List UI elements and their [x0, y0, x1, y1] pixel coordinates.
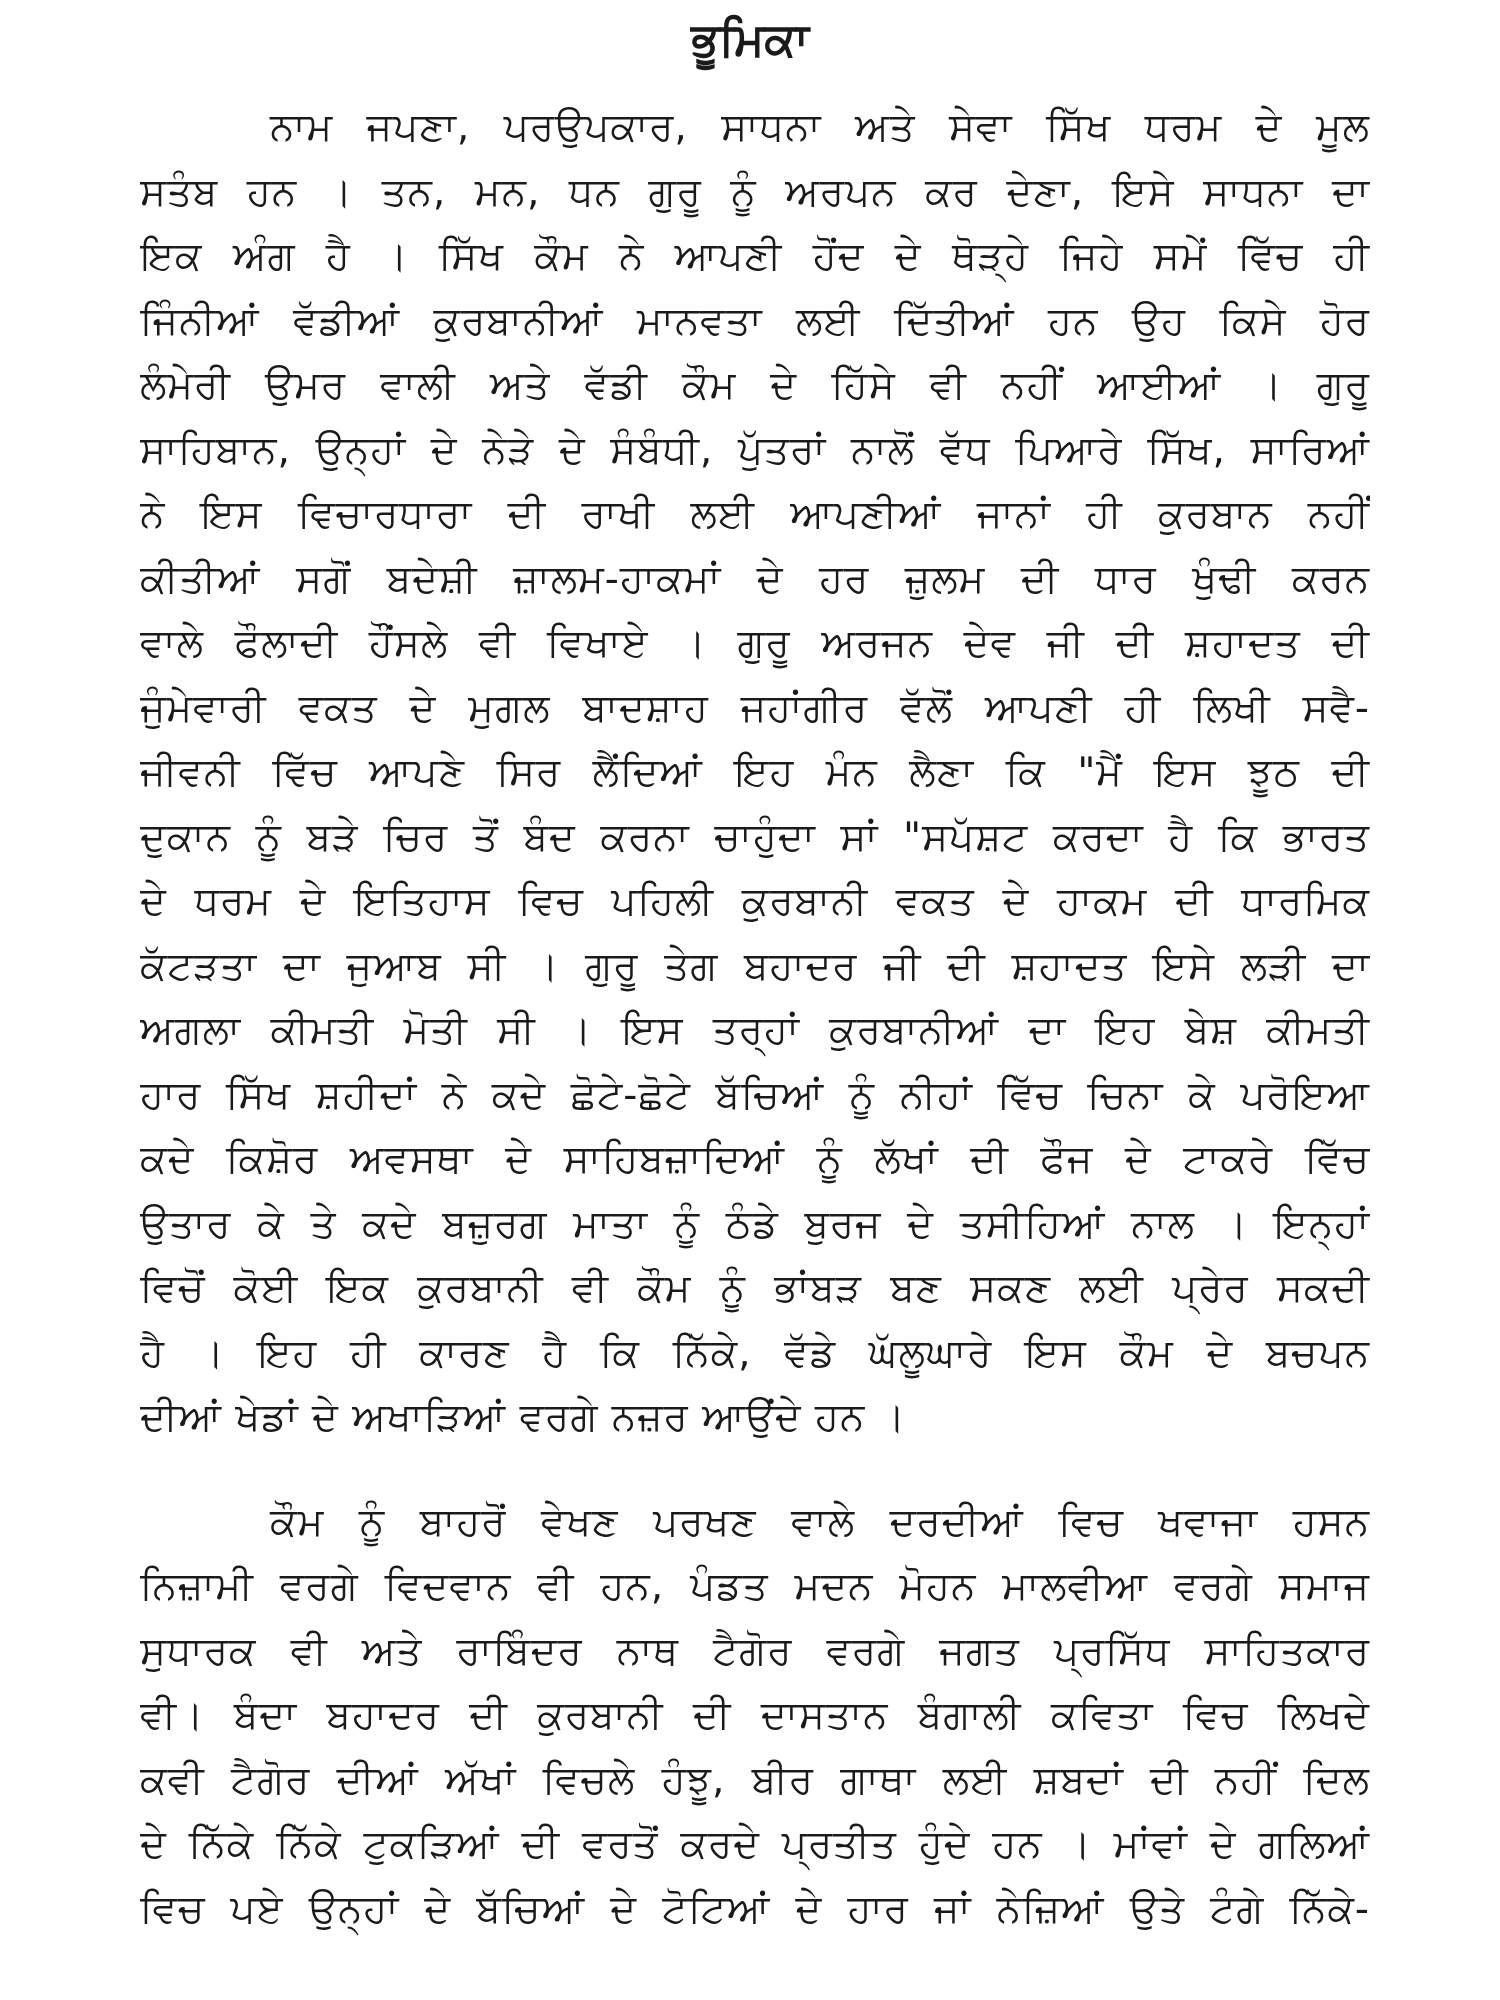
- text-line: ਕੌਮ ਨੂੰ ਬਾਹਰੋਂ ਵੇਖਣ ਪਰਖਣ ਵਾਲੇ ਦਰਦੀਆਂ ਵਿਚ ਖਵਾਜਾ ਹਸਨ: [270, 1499, 1370, 1545]
- text-line: ਉਤਾਰ ਕੇ ਤੇ ਕਦੇ ਬਜ਼ੁਰਗ ਮਾਤਾ ਨੂੰ ਠੰਡੇ ਬੁਰਜ ਦੇ ਤਸੀਹਿਆਂ ਨਾਲ । ਇਨ੍ਹਾਂ: [140, 1201, 1370, 1247]
- page-title: ਭੂਮਿਕਾ: [691, 12, 809, 66]
- text-line: ਇਕ ਅੰਗ ਹੈ । ਸਿੱਖ ਕੌਮ ਨੇ ਆਪਣੀ ਹੋਂਦ ਦੇ ਥੋੜ੍ਹੇ ਜਿਹੇ ਸਮੇਂ ਵਿੱਚ ਹੀ: [140, 234, 1370, 279]
- paragraph-gap: [140, 1451, 1370, 1491]
- text-line: ਹਾਰ ਸਿੱਖ ਸ਼ਹੀਦਾਂ ਨੇ ਕਦੇ ਛੋਟੇ-ਛੋਟੇ ਬੱਚਿਆਂ ਨੂੰ ਨੀਹਾਂ ਵਿੱਚ ਚਿਨਾ ਕੇ ਪਰੋਇਆ: [140, 1072, 1370, 1118]
- text-line: ਜੀਵਨੀ ਵਿੱਚ ਆਪਣੇ ਸਿਰ ਲੈਂਦਿਆਂ ਇਹ ਮੰਨ ਲੈਣਾ ਕਿ "ਮੈਂ ਇਸ ਝੂਠ ਦੀ: [140, 750, 1370, 795]
- text-line: ਲੰਮੇਰੀ ਉਮਰ ਵਾਲੀ ਅਤੇ ਵੱਡੀ ਕੌਮ ਦੇ ਹਿੱਸੇ ਵੀ ਨਹੀਂ ਆਈਆਂ । ਗੁਰੂ: [140, 363, 1370, 408]
- text-line: ਜੁੰਮੇਵਾਰੀ ਵਕਤ ਦੇ ਮੁਗਲ ਬਾਦਸ਼ਾਹ ਜਹਾਂਗੀਰ ਵੱਲੋਂ ਆਪਣੀ ਹੀ ਲਿਖੀ ਸਵੈ-: [140, 685, 1370, 731]
- text-line: ਦੁਕਾਨ ਨੂੰ ਬੜੇ ਚਿਰ ਤੋਂ ਬੰਦ ਕਰਨਾ ਚਾਹੁੰਦਾ ਸਾਂ "ਸਪੱਸ਼ਟ ਕਰਦਾ ਹੈ ਕਿ ਭਾਰਤ: [140, 814, 1370, 860]
- paragraph-1: [140, 96, 1370, 1451]
- text-line: ਨੇ ਇਸ ਵਿਚਾਰਧਾਰਾ ਦੀ ਰਾਖੀ ਲਈ ਆਪਣੀਆਂ ਜਾਨਾਂ ਹੀ ਕੁਰਬਾਨ ਨਹੀਂ: [140, 492, 1370, 537]
- text-line: ਸਾਹਿਬਾਨ, ਉਨ੍ਹਾਂ ਦੇ ਨੇੜੇ ਦੇ ਸੰਬੰਧੀ, ਪੁੱਤਰਾਂ ਨਾਲੋਂ ਵੱਧ ਪਿਆਰੇ ਸਿੱਖ, ਸਾਰਿਆਂ: [140, 427, 1370, 473]
- text-line: ਵਾਲੇ ਫੌਲਾਦੀ ਹੌਂਸਲੇ ਵੀ ਵਿਖਾਏ । ਗੁਰੂ ਅਰਜਨ ਦੇਵ ਜੀ ਦੀ ਸ਼ਹਾਦਤ ਦੀ: [140, 621, 1370, 666]
- text-line: ਨਿਜ਼ਾਮੀ ਵਰਗੇ ਵਿਦਵਾਨ ਵੀ ਹਨ, ਪੰਡਤ ਮਦਨ ਮੋਹਨ ਮਾਲਵੀਆ ਵਰਗੇ ਸਮਾਜ: [140, 1564, 1370, 1609]
- text-line: ਕਦੇ ਕਿਸ਼ੋਰ ਅਵਸਥਾ ਦੇ ਸਾਹਿਬਜ਼ਾਦਿਆਂ ਨੂੰ ਲੱਖਾਂ ਦੀ ਫੌਜ ਦੇ ਟਾਕਰੇ ਵਿੱਚ: [140, 1137, 1370, 1182]
- text-line: ਕੀਤੀਆਂ ਸਗੋਂ ਬਦੇਸ਼ੀ ਜ਼ਾਲਮ-ਹਾਕਮਾਂ ਦੇ ਹਰ ਜ਼ੁਲਮ ਦੀ ਧਾਰ ਖੁੰਢੀ ਕਰਨ: [140, 556, 1370, 602]
- text-line: ਦੀਆਂ ਖੇਡਾਂ ਦੇ ਅਖਾੜਿਆਂ ਵਰਗੇ ਨਜ਼ਰ ਆਉਂਦੇ ਹਨ ।: [140, 1395, 906, 1440]
- text-line: ਸੁਧਾਰਕ ਵੀ ਅਤੇ ਰਾਬਿੰਦਰ ਨਾਥ ਟੈਗੋਰ ਵਰਗੇ ਜਗਤ ਪ੍ਰਸਿੱਧ ਸਾਹਿਤਕਾਰ: [140, 1628, 1370, 1674]
- text-line: ਨਾਮ ਜਪਣਾ, ਪਰਉਪਕਾਰ, ਸਾਧਨਾ ਅਤੇ ਸੇਵਾ ਸਿੱਖ ਧਰਮ ਦੇ ਮੂਲ: [270, 105, 1370, 150]
- text-line: ਦੇ ਨਿੱਕੇ ਨਿੱਕੇ ਟੁਕੜਿਆਂ ਦੀ ਵਰਤੋਂ ਕਰਦੇ ਪ੍ਰਤੀਤ ਹੁੰਦੇ ਹਨ । ਮਾਂਵਾਂ ਦੇ ਗਲਿਆਂ: [140, 1822, 1370, 1867]
- text-line: ਕਵੀ ਟੈਗੋਰ ਦੀਆਂ ਅੱਖਾਂ ਵਿਚਲੇ ਹੰਝੂ, ਬੀਰ ਗਾਥਾ ਲਈ ਸ਼ਬਦਾਂ ਦੀ ਨਹੀਂ ਦਿਲ: [140, 1757, 1370, 1803]
- text-line: ਕੱਟੜਤਾ ਦਾ ਜੁਆਬ ਸੀ । ਗੁਰੂ ਤੇਗ ਬਹਾਦਰ ਜੀ ਦੀ ਸ਼ਹਾਦਤ ਇਸੇ ਲੜੀ ਦਾ: [140, 943, 1370, 989]
- text-line: ਵਿਚੋਂ ਕੋਈ ਇਕ ਕੁਰਬਾਨੀ ਵੀ ਕੌਮ ਨੂੰ ਭਾਂਬੜ ਬਣ ਸਕਣ ਲਈ ਪ੍ਰੇਰ ਸਕਦੀ: [140, 1266, 1370, 1311]
- text-line: ਸਤੰਬ ਹਨ । ਤਨ, ਮਨ, ਧਨ ਗੁਰੂ ਨੂੰ ਅਰਪਨ ਕਰ ਦੇਣਾ, ਇਸੇ ਸਾਧਨਾ ਦਾ: [140, 169, 1370, 215]
- text-line: ਦੇ ਧਰਮ ਦੇ ਇਤਿਹਾਸ ਵਿਚ ਪਹਿਲੀ ਕੁਰਬਾਨੀ ਵਕਤ ਦੇ ਹਾਕਮ ਦੀ ਧਾਰਮਿਕ: [140, 879, 1370, 924]
- text-line: ਅਗਲਾ ਕੀਮਤੀ ਮੋਤੀ ਸੀ । ਇਸ ਤਰ੍ਹਾਂ ਕੁਰਬਾਨੀਆਂ ਦਾ ਇਹ ਬੇਸ਼ ਕੀਮਤੀ: [140, 1008, 1370, 1053]
- text-line: ਵਿਚ ਪਏ ਉਨ੍ਹਾਂ ਦੇ ਬੱਚਿਆਂ ਦੇ ਟੋਟਿਆਂ ਦੇ ਹਾਰ ਜਾਂ ਨੇਜ਼ਿਆਂ ਉਤੇ ਟੰਗੇ ਨਿੱਕੇ-: [140, 1886, 1370, 1932]
- text-line: ਜਿੰਨੀਆਂ ਵੱਡੀਆਂ ਕੁਰਬਾਨੀਆਂ ਮਾਨਵਤਾ ਲਈ ਦਿੱਤੀਆਂ ਹਨ ਉਹ ਕਿਸੇ ਹੋਰ: [140, 298, 1370, 344]
- text-line: ਵੀ। ਬੰਦਾ ਬਹਾਦਰ ਦੀ ਕੁਰਬਾਨੀ ਦੀ ਦਾਸਤਾਨ ਬੰਗਾਲੀ ਕਵਿਤਾ ਵਿਚ ਲਿਖਦੇ: [140, 1693, 1370, 1738]
- body-text: [140, 96, 1370, 1942]
- text-line: ਹੈ । ਇਹ ਹੀ ਕਾਰਣ ਹੈ ਕਿ ਨਿੱਕੇ, ਵੱਡੇ ਘੱਲੂਘਾਰੇ ਇਸ ਕੌਮ ਦੇ ਬਚਪਨ: [140, 1330, 1370, 1376]
- paragraph-2: [140, 1491, 1370, 1943]
